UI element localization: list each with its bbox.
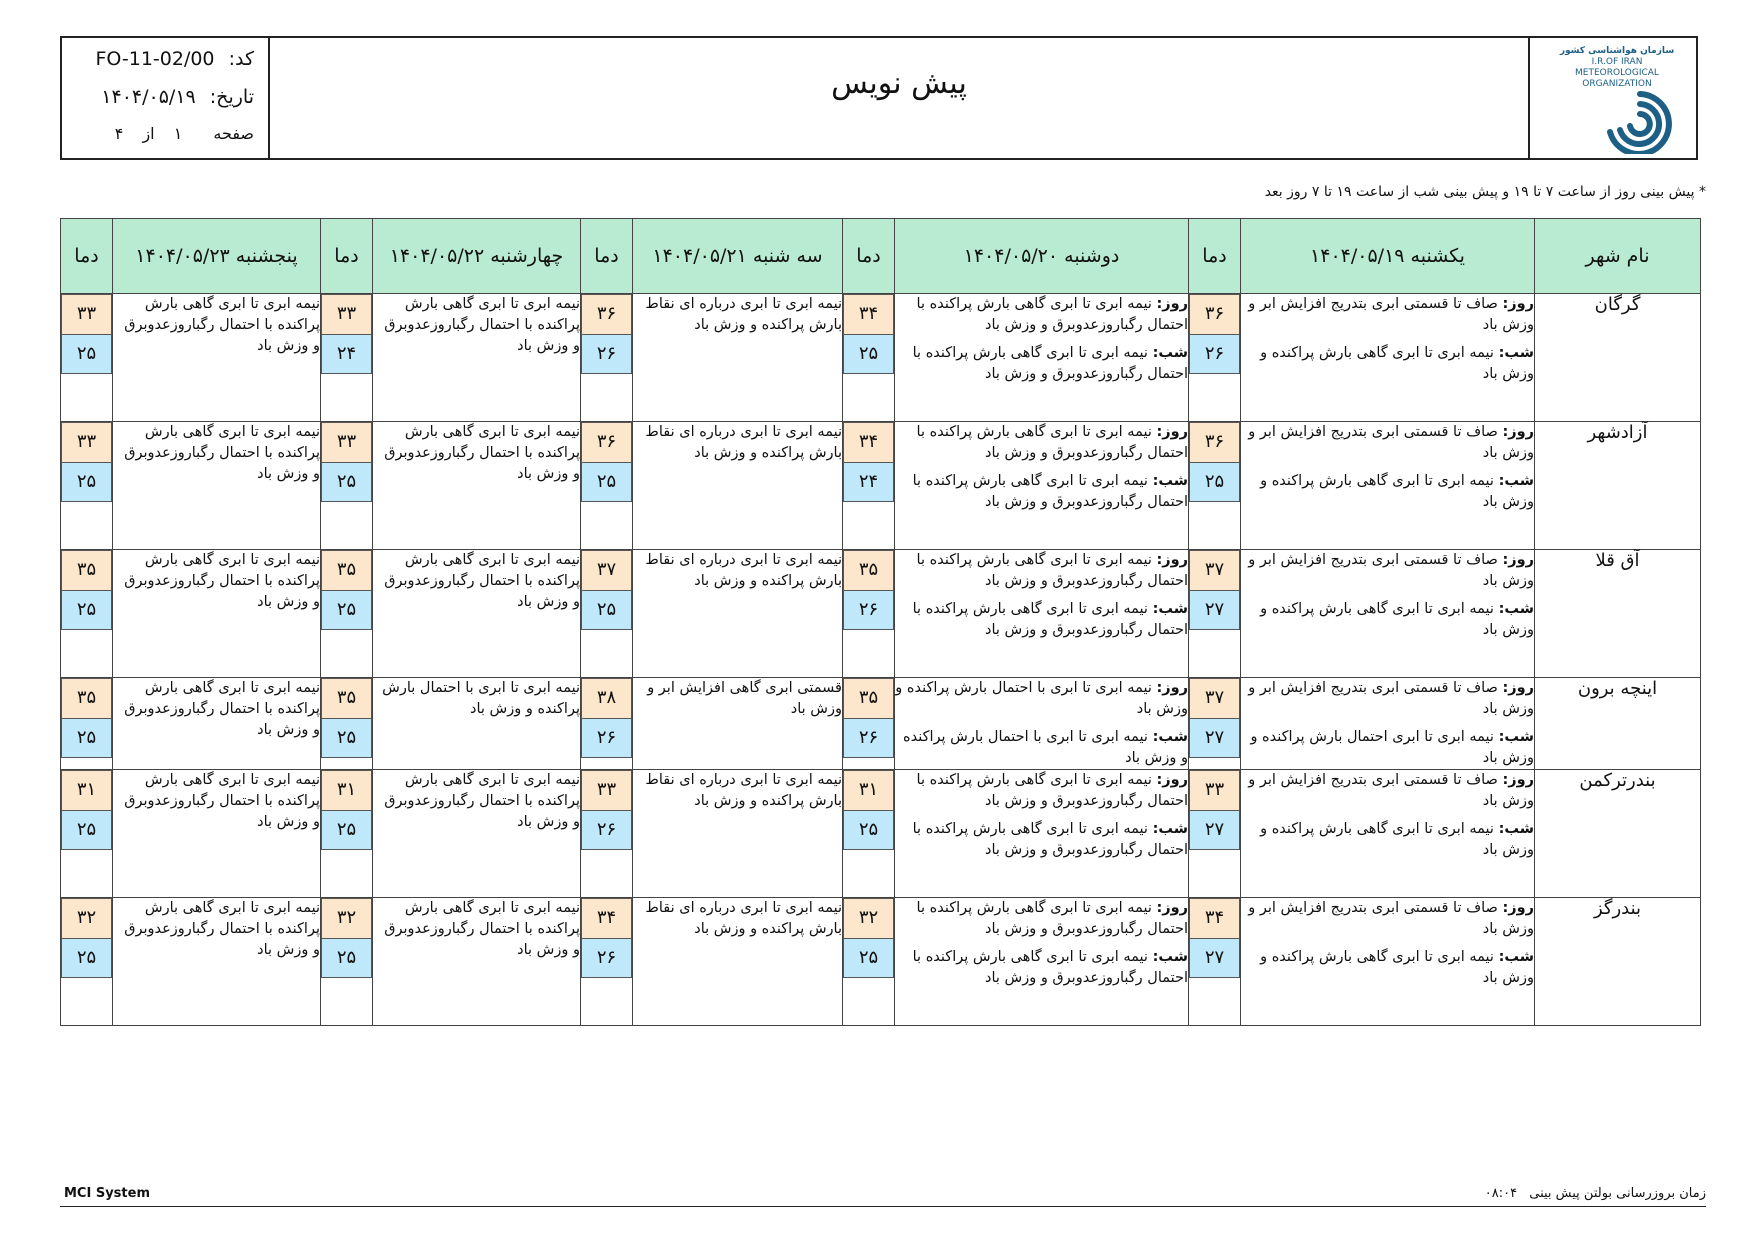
temp-cell bbox=[1189, 550, 1241, 678]
min-temp: ۲۵ bbox=[321, 938, 372, 978]
meteorological-logo-icon bbox=[1596, 88, 1676, 154]
min-temp: ۲۶ bbox=[581, 718, 632, 758]
forecast-text: نیمه ابری تا ابری گاهی بارش پراکنده با احتمال رگباروزعدوبرق و وزش باد bbox=[124, 680, 320, 738]
min-temp: ۲۵ bbox=[61, 810, 112, 850]
page-row bbox=[107, 124, 254, 143]
max-temp: ۳۳ bbox=[1189, 770, 1240, 810]
night-label: شب: bbox=[1498, 473, 1534, 489]
temp-cell bbox=[61, 678, 113, 770]
forecast-cell bbox=[633, 678, 843, 770]
day-forecast bbox=[1241, 422, 1534, 464]
day-label: روز: bbox=[1156, 552, 1188, 568]
max-temp: ۳۳ bbox=[61, 294, 112, 334]
night-label: شب: bbox=[1152, 729, 1188, 745]
city-name: بندرگز bbox=[1535, 898, 1701, 1026]
night-label: شب: bbox=[1152, 949, 1188, 965]
temp-cell bbox=[321, 898, 373, 1026]
night-forecast-text: نیمه ابری تا ابری گاهی بارش پراکنده با احتمال رگباروزعدوبرق و وزش باد bbox=[912, 601, 1188, 638]
forecast-cell bbox=[895, 898, 1189, 1026]
max-temp: ۳۳ bbox=[321, 422, 372, 462]
max-temp: ۳۲ bbox=[843, 898, 894, 938]
temp-cell bbox=[581, 898, 633, 1026]
forecast-cell bbox=[633, 294, 843, 422]
max-temp: ۳۸ bbox=[581, 678, 632, 718]
forecast-text: نیمه ابری تا ابری درباره ای نقاط بارش پراکنده و وزش باد bbox=[645, 424, 842, 461]
max-temp: ۳۴ bbox=[581, 898, 632, 938]
day-label: روز: bbox=[1156, 900, 1188, 916]
temp-cell bbox=[321, 770, 373, 898]
min-temp: ۲۷ bbox=[1189, 938, 1240, 978]
page-current: ۱ bbox=[173, 124, 183, 143]
min-temp: ۲۵ bbox=[843, 938, 894, 978]
day-label: روز: bbox=[1502, 900, 1534, 916]
max-temp: ۳۴ bbox=[1189, 898, 1240, 938]
night-forecast-text: نیمه ابری تا ابری گاهی بارش پراکنده با احتمال رگباروزعدوبرق و وزش باد bbox=[912, 949, 1188, 986]
table-row bbox=[61, 294, 1701, 422]
table-row bbox=[61, 422, 1701, 550]
day-forecast-text: نیمه ابری تا ابری گاهی بارش پراکنده با احتمال رگباروزعدوبرق و وزش باد bbox=[916, 296, 1188, 333]
temp-cell bbox=[1189, 770, 1241, 898]
document-header bbox=[60, 36, 1698, 160]
table-row bbox=[61, 898, 1701, 1026]
min-temp: ۲۶ bbox=[581, 938, 632, 978]
max-temp: ۳۴ bbox=[843, 422, 894, 462]
day-forecast-text: صاف تا قسمتی ابری بتدریج افزایش ابر و وزش باد bbox=[1248, 296, 1534, 333]
max-temp: ۳۵ bbox=[843, 550, 894, 590]
temp-column-header: دما bbox=[581, 219, 633, 294]
min-temp: ۲۵ bbox=[61, 334, 112, 374]
night-label: شب: bbox=[1498, 821, 1534, 837]
forecast-cell bbox=[895, 770, 1189, 898]
night-forecast-text: نیمه ابری تا ابری گاهی بارش پراکنده و وزش باد bbox=[1260, 473, 1534, 510]
page-total: ۴ bbox=[114, 124, 124, 143]
min-temp: ۲۵ bbox=[61, 718, 112, 758]
night-label: شب: bbox=[1498, 949, 1534, 965]
temp-column-header: دما bbox=[321, 219, 373, 294]
night-label: شب: bbox=[1152, 601, 1188, 617]
update-label: زمان بروزرسانی بولتن پیش بینی bbox=[1529, 1186, 1706, 1201]
max-temp: ۳۷ bbox=[581, 550, 632, 590]
code-label: کد: bbox=[228, 48, 254, 70]
max-temp: ۳۵ bbox=[61, 550, 112, 590]
max-temp: ۳۷ bbox=[1189, 550, 1240, 590]
day-forecast bbox=[1241, 678, 1534, 720]
max-temp: ۳۵ bbox=[843, 678, 894, 718]
night-label: شب: bbox=[1152, 821, 1188, 837]
forecast-cell bbox=[1241, 294, 1535, 422]
day-forecast-text: نیمه ابری تا ابری گاهی بارش پراکنده با احتمال رگباروزعدوبرق و وزش باد bbox=[916, 772, 1188, 809]
forecast-cell bbox=[113, 550, 321, 678]
code-row bbox=[87, 48, 254, 70]
max-temp: ۳۲ bbox=[61, 898, 112, 938]
forecast-text: نیمه ابری تا ابری درباره ای نقاط بارش پراکنده و وزش باد bbox=[645, 552, 842, 589]
footer-divider bbox=[60, 1206, 1706, 1207]
forecast-text: نیمه ابری تا ابری درباره ای نقاط بارش پراکنده و وزش باد bbox=[645, 900, 842, 937]
forecast-cell bbox=[373, 422, 581, 550]
day-forecast bbox=[1241, 898, 1534, 940]
min-temp: ۲۶ bbox=[843, 718, 894, 758]
forecast-cell bbox=[895, 422, 1189, 550]
day-forecast bbox=[895, 550, 1188, 592]
logo-text-fa: سازمان هواشناسی کشور bbox=[1559, 46, 1675, 56]
temp-cell bbox=[321, 294, 373, 422]
forecast-text: نیمه ابری تا ابری گاهی بارش پراکنده با احتمال رگباروزعدوبرق و وزش باد bbox=[124, 552, 320, 610]
min-temp: ۲۵ bbox=[321, 810, 372, 850]
city-column-header: نام شهر bbox=[1535, 219, 1701, 294]
max-temp: ۳۱ bbox=[843, 770, 894, 810]
logo-text-en2: METEOROLOGICAL bbox=[1575, 68, 1659, 78]
max-temp: ۳۶ bbox=[581, 294, 632, 334]
temp-cell bbox=[321, 550, 373, 678]
forecast-text: نیمه ابری تا ابری گاهی بارش پراکنده با احتمال رگباروزعدوبرق و وزش باد bbox=[124, 296, 320, 354]
system-name: MCI System bbox=[64, 1186, 150, 1201]
day-forecast-text: صاف تا قسمتی ابری بتدریج افزایش ابر و وزش باد bbox=[1248, 424, 1534, 461]
forecast-cell bbox=[633, 422, 843, 550]
min-temp: ۲۵ bbox=[581, 590, 632, 630]
night-label: شب: bbox=[1152, 345, 1188, 361]
forecast-text: نیمه ابری تا ابری گاهی بارش پراکنده با احتمال رگباروزعدوبرق و وزش باد bbox=[384, 552, 580, 610]
night-forecast bbox=[895, 471, 1188, 513]
update-time: ۰۸:۰۴ bbox=[1484, 1186, 1518, 1201]
temp-cell bbox=[321, 678, 373, 770]
night-forecast-text: نیمه ابری تا ابری گاهی بارش پراکنده و وزش باد bbox=[1260, 821, 1534, 858]
temp-cell bbox=[581, 550, 633, 678]
city-name: آزادشهر bbox=[1535, 422, 1701, 550]
temp-column-header: دما bbox=[61, 219, 113, 294]
forecast-cell bbox=[113, 898, 321, 1026]
city-name: اینچه برون bbox=[1535, 678, 1701, 770]
forecast-cell bbox=[895, 294, 1189, 422]
day-label: روز: bbox=[1502, 296, 1534, 312]
min-temp: ۲۶ bbox=[1189, 334, 1240, 374]
min-temp: ۲۵ bbox=[1189, 462, 1240, 502]
date-label: تاریخ: bbox=[209, 86, 254, 108]
min-temp: ۲۵ bbox=[61, 462, 112, 502]
day-column-header: سه شنبه ۱۴۰۴/۰۵/۲۱ bbox=[633, 219, 843, 294]
day-forecast-text: نیمه ابری تا ابری با احتمال بارش پراکنده و وزش باد bbox=[895, 680, 1188, 717]
code-value: FO-11-02/00 bbox=[95, 48, 215, 70]
table-header-row bbox=[61, 219, 1701, 294]
table-row bbox=[61, 550, 1701, 678]
max-temp: ۳۳ bbox=[61, 422, 112, 462]
night-forecast-text: نیمه ابری تا ابری با احتمال بارش پراکنده و وزش باد bbox=[902, 729, 1188, 766]
max-temp: ۳۶ bbox=[1189, 422, 1240, 462]
forecast-cell bbox=[633, 898, 843, 1026]
forecast-note: * پیش بینی روز از ساعت ۷ تا ۱۹ و پیش بینی شب از ساعت ۱۹ تا ۷ روز بعد bbox=[1264, 184, 1706, 200]
min-temp: ۲۵ bbox=[321, 590, 372, 630]
logo-cell bbox=[1528, 38, 1696, 158]
day-forecast bbox=[895, 898, 1188, 940]
night-forecast-text: نیمه ابری تا ابری گاهی بارش پراکنده و وزش باد bbox=[1260, 601, 1534, 638]
page-of: از bbox=[142, 124, 155, 143]
forecast-cell bbox=[895, 550, 1189, 678]
forecast-text: نیمه ابری تا ابری با احتمال بارش پراکنده و وزش باد bbox=[382, 680, 580, 717]
forecast-text: قسمتی ابری گاهی افزایش ابر و وزش باد bbox=[647, 680, 842, 717]
temp-column-header: دما bbox=[843, 219, 895, 294]
day-forecast bbox=[1241, 770, 1534, 812]
max-temp: ۳۲ bbox=[321, 898, 372, 938]
min-temp: ۲۷ bbox=[1189, 590, 1240, 630]
day-forecast bbox=[895, 770, 1188, 812]
forecast-cell bbox=[373, 550, 581, 678]
min-temp: ۲۶ bbox=[581, 334, 632, 374]
max-temp: ۳۱ bbox=[321, 770, 372, 810]
night-forecast bbox=[895, 343, 1188, 385]
temp-cell bbox=[581, 770, 633, 898]
min-temp: ۲۵ bbox=[61, 938, 112, 978]
night-forecast bbox=[1241, 343, 1534, 385]
min-temp: ۲۴ bbox=[843, 462, 894, 502]
day-forecast bbox=[1241, 294, 1534, 336]
day-forecast bbox=[1241, 550, 1534, 592]
night-forecast-text: نیمه ابری تا ابری گاهی بارش پراکنده و وزش باد bbox=[1260, 345, 1534, 382]
min-temp: ۲۵ bbox=[321, 718, 372, 758]
forecast-cell bbox=[895, 678, 1189, 770]
day-label: روز: bbox=[1156, 424, 1188, 440]
max-temp: ۳۱ bbox=[61, 770, 112, 810]
forecast-cell bbox=[633, 550, 843, 678]
forecast-text: نیمه ابری تا ابری گاهی بارش پراکنده با احتمال رگباروزعدوبرق و وزش باد bbox=[124, 424, 320, 482]
night-forecast-text: نیمه ابری تا ابری احتمال بارش پراکنده و وزش باد bbox=[1250, 729, 1534, 766]
day-label: روز: bbox=[1156, 680, 1188, 696]
forecast-cell bbox=[373, 898, 581, 1026]
document-meta bbox=[62, 38, 270, 158]
forecast-cell bbox=[113, 294, 321, 422]
table-row bbox=[61, 678, 1701, 770]
temp-cell bbox=[61, 294, 113, 422]
temp-cell bbox=[843, 550, 895, 678]
day-label: روز: bbox=[1156, 296, 1188, 312]
forecast-text: نیمه ابری تا ابری گاهی بارش پراکنده با احتمال رگباروزعدوبرق و وزش باد bbox=[384, 772, 580, 830]
day-forecast-text: صاف تا قسمتی ابری بتدریج افزایش ابر و وزش باد bbox=[1248, 772, 1534, 809]
forecast-text: نیمه ابری تا ابری گاهی بارش پراکنده با احتمال رگباروزعدوبرق و وزش باد bbox=[384, 900, 580, 958]
max-temp: ۳۵ bbox=[61, 678, 112, 718]
temp-cell bbox=[843, 422, 895, 550]
logo-text-en3: ORGANIZATION bbox=[1582, 79, 1652, 89]
temp-cell bbox=[581, 422, 633, 550]
night-forecast bbox=[1241, 819, 1534, 861]
day-forecast-text: صاف تا قسمتی ابری بتدریج افزایش ابر و وزش باد bbox=[1248, 680, 1534, 717]
forecast-cell bbox=[1241, 770, 1535, 898]
night-forecast bbox=[1241, 947, 1534, 989]
city-name: گرگان bbox=[1535, 294, 1701, 422]
night-forecast bbox=[1241, 599, 1534, 641]
forecast-cell bbox=[1241, 550, 1535, 678]
max-temp: ۳۳ bbox=[321, 294, 372, 334]
max-temp: ۳۷ bbox=[1189, 678, 1240, 718]
day-label: روز: bbox=[1502, 772, 1534, 788]
day-label: روز: bbox=[1502, 680, 1534, 696]
temp-cell bbox=[61, 770, 113, 898]
page-label: صفحه bbox=[213, 124, 254, 143]
max-temp: ۳۴ bbox=[843, 294, 894, 334]
day-forecast-text: صاف تا قسمتی ابری بتدریج افزایش ابر و وزش باد bbox=[1248, 552, 1534, 589]
temp-cell bbox=[1189, 294, 1241, 422]
min-temp: ۲۵ bbox=[843, 810, 894, 850]
night-forecast bbox=[1241, 727, 1534, 769]
min-temp: ۲۵ bbox=[321, 462, 372, 502]
city-name: آق قلا bbox=[1535, 550, 1701, 678]
temp-cell bbox=[61, 898, 113, 1026]
night-forecast bbox=[895, 819, 1188, 861]
forecast-cell bbox=[373, 294, 581, 422]
night-forecast bbox=[895, 947, 1188, 989]
temp-cell bbox=[321, 422, 373, 550]
forecast-cell bbox=[373, 770, 581, 898]
forecast-table bbox=[60, 218, 1701, 1026]
date-value: ۱۴۰۴/۰۵/۱۹ bbox=[101, 86, 196, 108]
night-forecast-text: نیمه ابری تا ابری گاهی بارش پراکنده و وزش باد bbox=[1260, 949, 1534, 986]
day-column-header: یکشنبه ۱۴۰۴/۰۵/۱۹ bbox=[1241, 219, 1535, 294]
max-temp: ۳۵ bbox=[321, 678, 372, 718]
temp-cell bbox=[1189, 422, 1241, 550]
day-forecast-text: نیمه ابری تا ابری گاهی بارش پراکنده با احتمال رگباروزعدوبرق و وزش باد bbox=[916, 900, 1188, 937]
min-temp: ۲۵ bbox=[581, 462, 632, 502]
temp-cell bbox=[61, 422, 113, 550]
day-column-header: پنجشنبه ۱۴۰۴/۰۵/۲۳ bbox=[113, 219, 321, 294]
night-label: شب: bbox=[1152, 473, 1188, 489]
night-forecast-text: نیمه ابری تا ابری گاهی بارش پراکنده با احتمال رگباروزعدوبرق و وزش باد bbox=[912, 473, 1188, 510]
temp-cell bbox=[581, 678, 633, 770]
forecast-cell bbox=[1241, 898, 1535, 1026]
forecast-cell bbox=[113, 770, 321, 898]
day-forecast bbox=[895, 294, 1188, 336]
night-forecast-text: نیمه ابری تا ابری گاهی بارش پراکنده با احتمال رگباروزعدوبرق و وزش باد bbox=[912, 345, 1188, 382]
min-temp: ۲۵ bbox=[843, 334, 894, 374]
min-temp: ۲۴ bbox=[321, 334, 372, 374]
forecast-cell bbox=[113, 422, 321, 550]
night-label: شب: bbox=[1498, 601, 1534, 617]
day-forecast-text: صاف تا قسمتی ابری بتدریج افزایش ابر و وزش باد bbox=[1248, 900, 1534, 937]
night-label: شب: bbox=[1498, 729, 1534, 745]
day-label: روز: bbox=[1502, 552, 1534, 568]
temp-cell bbox=[61, 550, 113, 678]
day-column-header: چهارشنبه ۱۴۰۴/۰۵/۲۲ bbox=[373, 219, 581, 294]
forecast-text: نیمه ابری تا ابری گاهی بارش پراکنده با احتمال رگباروزعدوبرق و وزش باد bbox=[124, 900, 320, 958]
night-forecast bbox=[1241, 471, 1534, 513]
max-temp: ۳۶ bbox=[1189, 294, 1240, 334]
forecast-cell bbox=[1241, 678, 1535, 770]
day-forecast-text: نیمه ابری تا ابری گاهی بارش پراکنده با احتمال رگباروزعدوبرق و وزش باد bbox=[916, 424, 1188, 461]
max-temp: ۳۶ bbox=[581, 422, 632, 462]
day-forecast bbox=[895, 678, 1188, 720]
night-forecast bbox=[895, 599, 1188, 641]
table-row bbox=[61, 770, 1701, 898]
min-temp: ۲۶ bbox=[581, 810, 632, 850]
city-name: بندرترکمن bbox=[1535, 770, 1701, 898]
date-row bbox=[93, 86, 254, 108]
day-forecast-text: نیمه ابری تا ابری گاهی بارش پراکنده با احتمال رگباروزعدوبرق و وزش باد bbox=[916, 552, 1188, 589]
forecast-text: نیمه ابری تا ابری درباره ای نقاط بارش پراکنده و وزش باد bbox=[645, 772, 842, 809]
forecast-cell bbox=[633, 770, 843, 898]
max-temp: ۳۳ bbox=[581, 770, 632, 810]
forecast-text: نیمه ابری تا ابری گاهی بارش پراکنده با احتمال رگباروزعدوبرق و وزش باد bbox=[384, 296, 580, 354]
day-label: روز: bbox=[1156, 772, 1188, 788]
day-forecast bbox=[895, 422, 1188, 464]
temp-column-header: دما bbox=[1189, 219, 1241, 294]
temp-cell bbox=[581, 294, 633, 422]
day-column-header: دوشنبه ۱۴۰۴/۰۵/۲۰ bbox=[895, 219, 1189, 294]
night-label: شب: bbox=[1498, 345, 1534, 361]
page-title: پیش نویس bbox=[831, 66, 967, 101]
temp-cell bbox=[843, 898, 895, 1026]
max-temp: ۳۵ bbox=[321, 550, 372, 590]
day-label: روز: bbox=[1502, 424, 1534, 440]
forecast-text: نیمه ابری تا ابری گاهی بارش پراکنده با احتمال رگباروزعدوبرق و وزش باد bbox=[384, 424, 580, 482]
temp-cell bbox=[843, 678, 895, 770]
logo-text bbox=[1554, 46, 1680, 90]
min-temp: ۲۷ bbox=[1189, 718, 1240, 758]
min-temp: ۲۶ bbox=[843, 590, 894, 630]
temp-cell bbox=[843, 294, 895, 422]
min-temp: ۲۷ bbox=[1189, 810, 1240, 850]
forecast-cell bbox=[373, 678, 581, 770]
forecast-cell bbox=[1241, 422, 1535, 550]
forecast-cell bbox=[113, 678, 321, 770]
temp-cell bbox=[1189, 678, 1241, 770]
temp-cell bbox=[843, 770, 895, 898]
night-forecast bbox=[895, 727, 1188, 769]
min-temp: ۲۵ bbox=[61, 590, 112, 630]
forecast-text: نیمه ابری تا ابری درباره ای نقاط بارش پراکنده و وزش باد bbox=[645, 296, 842, 333]
forecast-text: نیمه ابری تا ابری گاهی بارش پراکنده با احتمال رگباروزعدوبرق و وزش باد bbox=[124, 772, 320, 830]
update-info bbox=[1485, 1186, 1706, 1201]
night-forecast-text: نیمه ابری تا ابری گاهی بارش پراکنده با احتمال رگباروزعدوبرق و وزش باد bbox=[912, 821, 1188, 858]
logo-text-en1: I.R.OF IRAN bbox=[1591, 57, 1643, 67]
temp-cell bbox=[1189, 898, 1241, 1026]
